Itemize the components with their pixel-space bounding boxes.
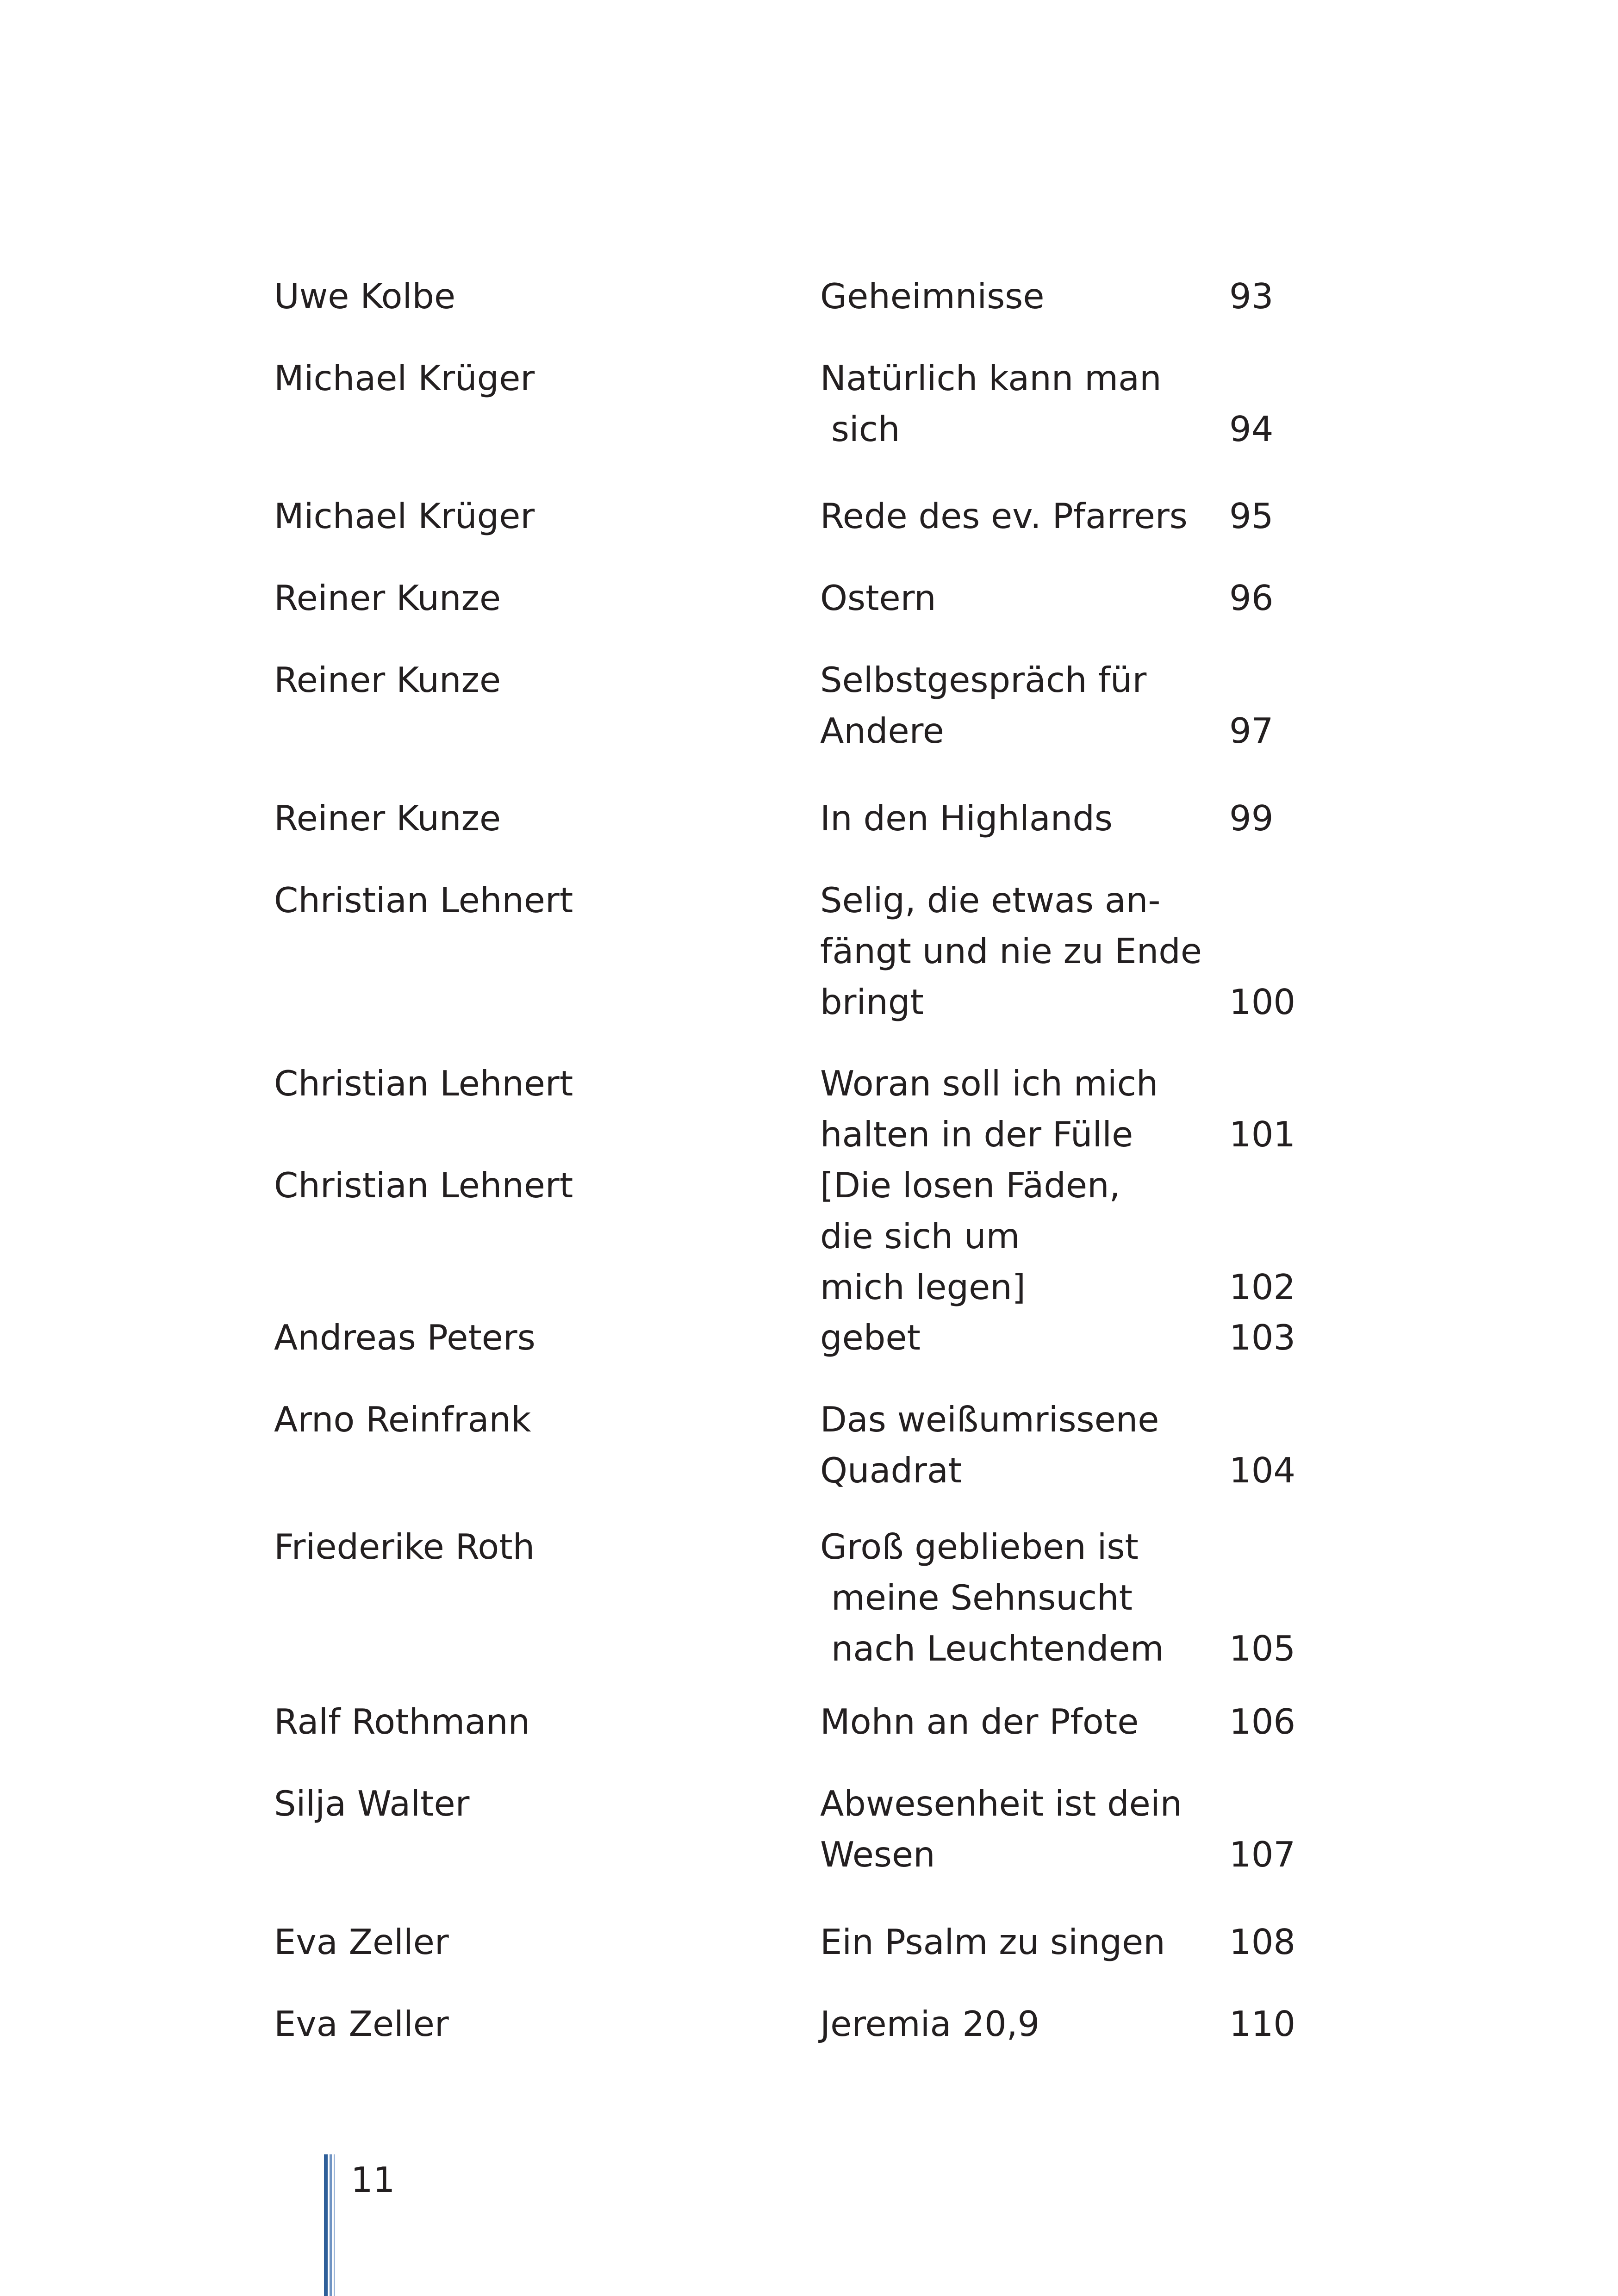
toc-page-number: 107 <box>1229 1834 1296 1875</box>
toc-title-line: Das weißumrissene <box>820 1399 1159 1440</box>
toc-author: Ralf Rothmann <box>274 1701 530 1742</box>
toc-page-number: 105 <box>1229 1628 1296 1669</box>
page-number: 11 <box>351 2159 395 2200</box>
toc-author: Silja Walter <box>274 1783 470 1824</box>
toc-author: Eva Zeller <box>274 1922 449 1962</box>
toc-page-number: 100 <box>1229 982 1296 1022</box>
toc-page-number: 94 <box>1229 409 1274 449</box>
toc-title-line: Rede des ev. Pfarrers <box>820 496 1188 536</box>
toc-author: Reiner Kunze <box>274 578 501 618</box>
toc-title-line: Ostern <box>820 578 936 618</box>
toc-page-number: 102 <box>1229 1267 1296 1307</box>
toc-author: Reiner Kunze <box>274 660 501 700</box>
toc-author: Christian Lehnert <box>274 880 573 921</box>
toc-page-number: 108 <box>1229 1922 1296 1962</box>
toc-title-line: Natürlich kann man <box>820 358 1162 398</box>
toc-page-number: 96 <box>1229 578 1274 618</box>
toc-title-line: Jeremia 20,9 <box>820 2004 1040 2044</box>
toc-title-line: Geheimnisse <box>820 276 1045 317</box>
toc-page-number: 95 <box>1229 496 1274 536</box>
toc-title-line: Andere <box>820 710 944 751</box>
toc-title-line: fängt und nie zu Ende <box>820 931 1202 971</box>
toc-title-line: halten in der Fülle <box>820 1114 1133 1155</box>
toc-title-line: sich <box>820 409 900 449</box>
toc-page-number: 110 <box>1229 2004 1296 2044</box>
toc-title-line: Wesen <box>820 1834 935 1875</box>
toc-title-line: mich legen] <box>820 1267 1026 1307</box>
toc-author: Eva Zeller <box>274 2004 449 2044</box>
toc-title-line: gebet <box>820 1317 921 1358</box>
toc-author: Michael Krüger <box>274 358 535 398</box>
toc-page-number: 104 <box>1229 1450 1296 1491</box>
toc-title-line: Mohn an der Pfote <box>820 1701 1139 1742</box>
toc-title-line: Groß geblieben ist <box>820 1526 1139 1567</box>
toc-author: Christian Lehnert <box>274 1165 573 1206</box>
toc-author: Christian Lehnert <box>274 1063 573 1104</box>
toc-title-line: die sich um <box>820 1216 1020 1257</box>
toc-page-number: 106 <box>1229 1701 1296 1742</box>
toc-author: Michael Krüger <box>274 496 535 536</box>
toc-title-line: Ein Psalm zu singen <box>820 1922 1165 1962</box>
toc-title-line: meine Sehnsucht <box>820 1577 1133 1618</box>
toc-title-line: Selig, die etwas an- <box>820 880 1161 921</box>
toc-page-number: 93 <box>1229 276 1274 317</box>
toc-page-number: 97 <box>1229 710 1274 751</box>
toc-title-line: bringt <box>820 982 924 1022</box>
toc-title-line: Woran soll ich mich <box>820 1063 1158 1104</box>
toc-title-line: In den Highlands <box>820 798 1113 839</box>
toc-page-number: 101 <box>1229 1114 1296 1155</box>
toc-author: Reiner Kunze <box>274 798 501 839</box>
toc-title-line: Quadrat <box>820 1450 962 1491</box>
toc-title-line: [Die losen Fäden, <box>820 1165 1120 1206</box>
toc-title-line: nach Leuchtendem <box>820 1628 1164 1669</box>
toc-author: Arno Reinfrank <box>274 1399 531 1440</box>
toc-title-line: Selbstgespräch für <box>820 660 1147 700</box>
toc-author: Friederike Roth <box>274 1526 535 1567</box>
toc-author: Uwe Kolbe <box>274 276 456 317</box>
toc-author: Andreas Peters <box>274 1317 535 1358</box>
toc-page-number: 99 <box>1229 798 1274 839</box>
toc-title-line: Abwesenheit ist dein <box>820 1783 1182 1824</box>
toc-page-number: 103 <box>1229 1317 1296 1358</box>
